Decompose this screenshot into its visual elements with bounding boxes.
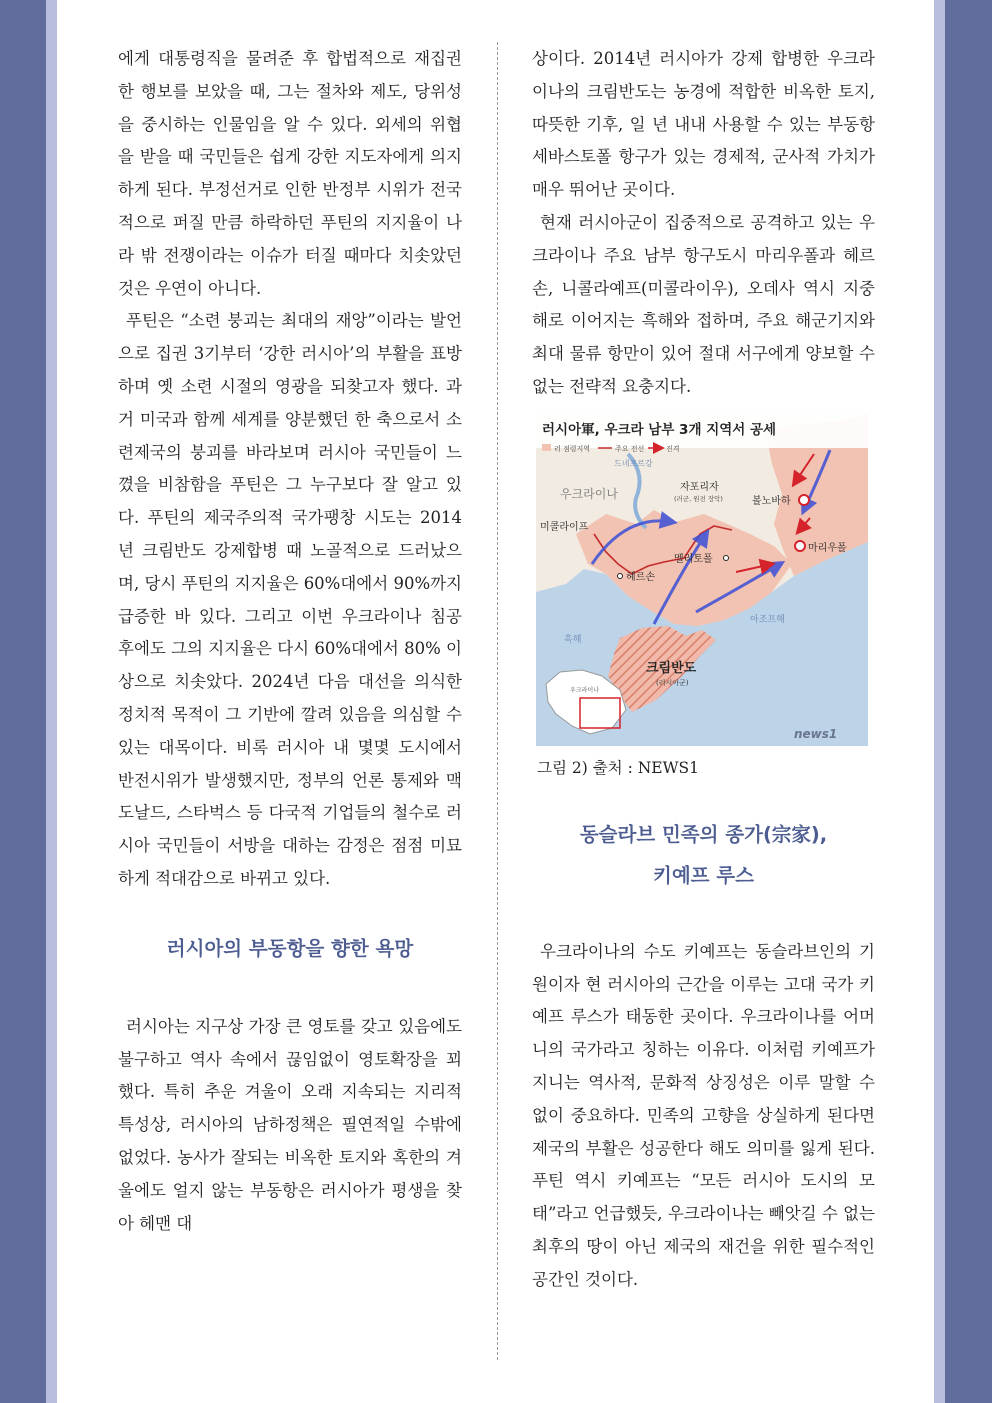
left-column — [118, 43, 462, 1240]
label-black-sea: 흑해 — [564, 634, 582, 645]
inset-label: 우크라이나 — [570, 686, 599, 694]
right-column — [532, 43, 875, 1297]
legend-occupied: 러 점령지역 — [554, 444, 591, 453]
paragraph: 우크라이나의 수도 키예프는 동슬라브인의 기원이자 현 러시아의 근간을 이루는 고대 국가 키예프 루스가 태동한 곳이다. 우크라이나를 어머니의 국가라고 칭하는 이유다. 이처럼 키예프가 지니는 역사적, 문화적 상징성은 이루 말할 수 없이 중요하다. 민족의 고향을 상실하게 된다면 제국의 부활은 성공한다 해도 의미를 잃게 된다. 푸틴 역시 키예프는 “모든 러시아 도시의 모태”라고 언급했듯, 우크라이나는 빼앗길 수 없는 최후의 땅이 아닌 제국의 재건을 위한 필수적인 공간인 것이다. — [532, 941, 875, 1289]
label-mykolaiv: 미콜라이프 — [540, 521, 589, 533]
label-mariupol: 마리우폴 — [808, 542, 847, 554]
legend-frontline: 주요 전선 — [615, 444, 645, 453]
left-border-stripe — [46, 0, 57, 1403]
section-heading-line: 키예프 루스 — [653, 863, 754, 887]
label-crimea-note: (러시아군) — [656, 678, 689, 687]
right-border-band — [945, 0, 992, 1403]
map-figure — [536, 414, 868, 746]
figure-caption: 그림 2) 출처 : NEWS1 — [537, 758, 700, 777]
right-border-stripe — [934, 0, 945, 1403]
news1-logo: news1 — [794, 726, 838, 741]
label-azov: 아조프해 — [750, 614, 785, 625]
paragraph: 러시아는 지구상 가장 큰 영토를 갖고 있음에도 불구하고 역사 속에서 끊임없이 영토확장을 꾀했다. 특히 추운 겨울이 오래 지속되는 지리적 특성상, 러시아의 남하정책은 필연적일 수밖에 없었다. 농사가 잘되는 비옥한 토지와 혹한의 겨울에도 얼지 않는 부동항은 러시아가 평생을 찾아 헤맨 대 — [118, 1016, 462, 1233]
left-border-band — [0, 0, 46, 1403]
label-melitopol: 멜리토폴 — [674, 553, 713, 565]
label-kherson: 헤르손 — [626, 571, 655, 583]
paragraph: 상이다. 2014년 러시아가 강제 합병한 우크라이나의 크림반도는 농경에 적합한 비옥한 토지, 따뜻한 기후, 일 년 내내 사용할 수 있는 부동항 세바스토폴 항구가 있는 경제적, 군사적 가치가 매우 뛰어난 곳이다. — [532, 49, 875, 200]
label-ukraine: 우크라이나 — [560, 486, 618, 501]
label-crimea: 크림반도 — [646, 660, 697, 676]
paragraph: 푸틴은 “소련 붕괴는 최대의 재앙”이라는 발언으로 집권 3기부터 ‘강한 러시아’의 부활을 표방하며 옛 소련 시절의 영광을 되찾고자 했다. 과거 미국과 함께 세계를 양분했던 한 축으로서 소련제국의 붕괴를 바라보며 러시아 국민들이 느꼈을 비참함을 푸틴은 그 누구보다 잘 알고 있다. 푸틴의 제국주의적 국가팽창 시도는 2014년 크림반도 강제합병 때 노골적으로 드러났으며, 당시 푸틴의 지지율은 60%대에서 90%까지 급증한 바 있다. 그리고 이번 우크라이나 침공 후에도 그의 지지율은 다시 60%대에서 80% 이상으로 치솟았다. 2024년 다음 대선을 의식한 정치적 목적이 그 기반에 깔려 있음을 의심할 수 있는 대목이다. 비록 러시아 내 몇몇 도시에서 반전시위가 발생했지만, 정부의 언론 통제와 맥도날드, 스타벅스 등 다국적 기업들의 철수로 러시아 국민들이 서방을 대하는 감정은 점점 미묘하게 적대감으로 바뀌고 있다. — [118, 311, 462, 888]
label-dnipro: 드네프르강 — [614, 458, 653, 468]
section-heading: 러시아의 부동항을 향한 욕망 — [166, 936, 414, 960]
section-heading-line: 동슬라브 민족의 종가(宗家), — [579, 822, 828, 846]
label-zaporizhzhia: 자포리자 — [680, 481, 719, 493]
explosion-icon — [795, 541, 805, 551]
southern-ukraine-map — [536, 414, 868, 746]
column-divider — [497, 42, 498, 1360]
label-volnovakha: 볼노바하 — [752, 495, 791, 507]
explosion-icon — [799, 495, 809, 505]
paragraph: 현재 러시아군이 집중적으로 공격하고 있는 우크라이나 주요 남부 항구도시 마리우폴과 헤르손, 니콜라예프(미콜라이우), 오데사 역시 지중해로 이어지는 흑해와 접하며, 주요 해군기지와 최대 물류 항만이 있어 절대 서구에게 양보할 수 없는 전략적 요충지다. — [532, 212, 875, 396]
map-title: 러시아軍, 우크라 남부 3개 지역서 공세 — [542, 421, 777, 438]
section-heading — [532, 814, 875, 896]
legend-advance: 진격 — [666, 444, 680, 453]
label-zaporizhzhia-note: (러군, 원전 장악) — [674, 494, 723, 503]
paragraph: 에게 대통령직을 물려준 후 합법적으로 재집권한 행보를 보았을 때, 그는 절차와 제도, 당위성을 중시하는 인물임을 알 수 있다. 외세의 위협을 받을 때 국민들은 쉽게 강한 지도자에게 의지하게 된다. 부정선거로 인한 반정부 시위가 전국적으로 퍼질 만큼 하락하던 푸틴의 지지율이 나라 밖 전쟁이라는 이슈가 터질 때마다 치솟았던 것은 우연이 아니다. — [118, 49, 462, 298]
